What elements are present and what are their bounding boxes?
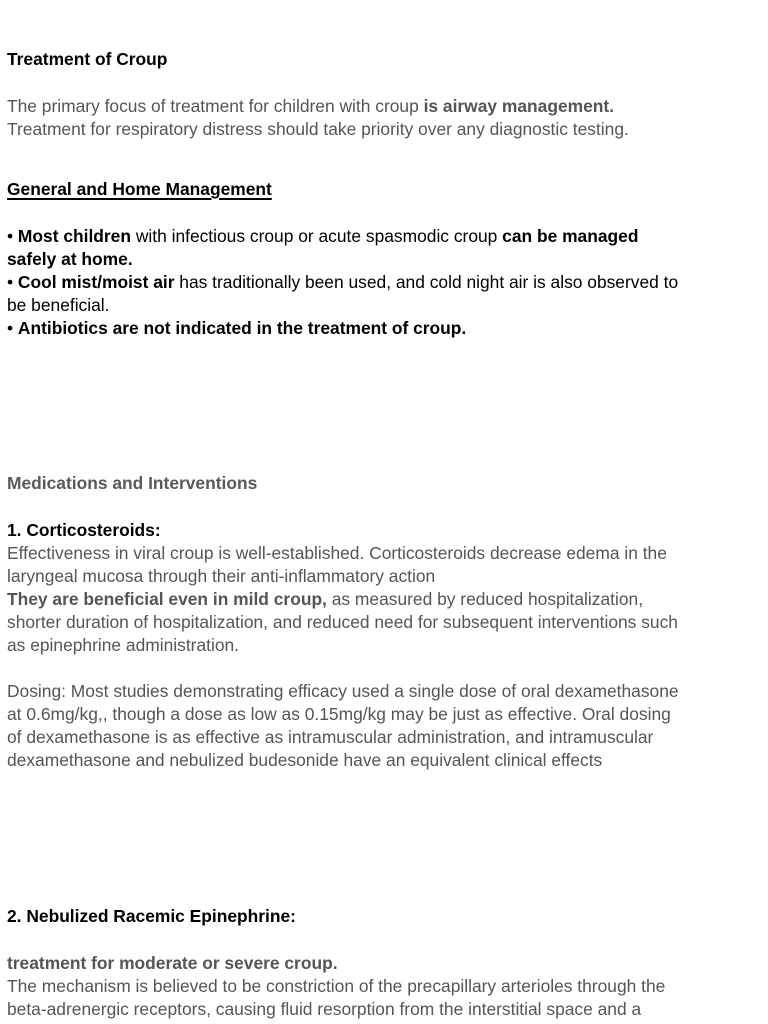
bullet-marker: •: [7, 318, 18, 338]
intro-line-1: [7, 95, 762, 118]
corticosteroids-section: [7, 519, 762, 657]
corticosteroids-line-2: laryngeal mucosa through their anti-inflammatory action: [7, 566, 436, 586]
epinephrine-section: [7, 952, 762, 1021]
corticosteroids-line-5: as epinephrine administration.: [7, 635, 240, 655]
epinephrine-line-2: beta-adrenergic receptors, causing fluid resorption from the interstitial space and a: [7, 999, 642, 1019]
bullet-2-bold: Cool mist/moist air: [17, 272, 175, 292]
corticosteroids-line-1: Effectiveness in viral croup is well-established. Corticosteroids decrease edema in the: [7, 543, 667, 563]
dosing-paragraph: [7, 680, 762, 772]
dosing-line-3: of dexamethasone is as effective as intramuscular administration, and intramuscular: [7, 727, 654, 747]
bullet-item-3: [7, 317, 762, 340]
general-heading-block: [7, 178, 762, 201]
bullet-1-text: with infectious croup or acute spasmodic croup: [130, 226, 503, 246]
bullet-2-text: has traditionally been used, and cold night air is also observed to: [174, 272, 679, 292]
dosing-line-4: dexamethasone and nebulized budesonide have an equivalent clinical effects: [7, 750, 603, 770]
bullet-item-2: [7, 271, 762, 294]
document-title: Treatment of Croup: [7, 49, 168, 69]
intro-paragraph: [7, 95, 762, 141]
corticosteroids-heading: 1. Corticosteroids:: [7, 520, 161, 540]
document-title-block: [7, 48, 762, 71]
intro-line-1-emphasis: is airway management.: [423, 96, 614, 116]
bullet-list: [7, 225, 762, 340]
bullet-2-continuation: be beneficial.: [7, 295, 110, 315]
epinephrine-line-1: The mechanism is believed to be constriction of the precapillary arterioles through the: [7, 976, 666, 996]
medications-heading-block: [7, 472, 762, 495]
bullet-marker: •: [7, 272, 18, 292]
bullet-1-continuation: safely at home.: [7, 249, 133, 269]
intro-line-1-text: The primary focus of treatment for children with croup: [7, 96, 424, 116]
corticosteroids-emphasis: They are beneficial even in mild croup,: [7, 589, 327, 609]
bullet-3-bold: Antibiotics are not indicated in the treatment of croup.: [17, 318, 467, 338]
bullet-1-bold-2: can be managed: [502, 226, 639, 246]
epinephrine-heading: 2. Nebulized Racemic Epinephrine:: [7, 906, 296, 926]
corticosteroids-line-3: [7, 588, 762, 611]
epinephrine-subheading: treatment for moderate or severe croup.: [7, 953, 338, 973]
corticosteroids-line-4: shorter duration of hospitalization, and reduced need for subsequent interventions such: [7, 612, 678, 632]
intro-line-2: Treatment for respiratory distress should take priority over any diagnostic testing.: [7, 119, 629, 139]
corticosteroids-line-3-text: as measured by reduced hospitalization,: [326, 589, 644, 609]
medications-heading: Medications and Interventions: [7, 473, 258, 493]
epinephrine-heading-block: [7, 905, 762, 928]
bullet-item-1: [7, 225, 762, 248]
bullet-marker: •: [7, 226, 18, 246]
dosing-line-2: at 0.6mg/kg,, though a dose as low as 0.15mg/kg may be just as effective. Oral dosing: [7, 704, 671, 724]
dosing-line-1: Dosing: Most studies demonstrating efficacy used a single dose of oral dexamethasone: [7, 681, 679, 701]
bullet-1-bold: Most children: [17, 226, 131, 246]
general-heading: General and Home Management: [7, 179, 272, 199]
